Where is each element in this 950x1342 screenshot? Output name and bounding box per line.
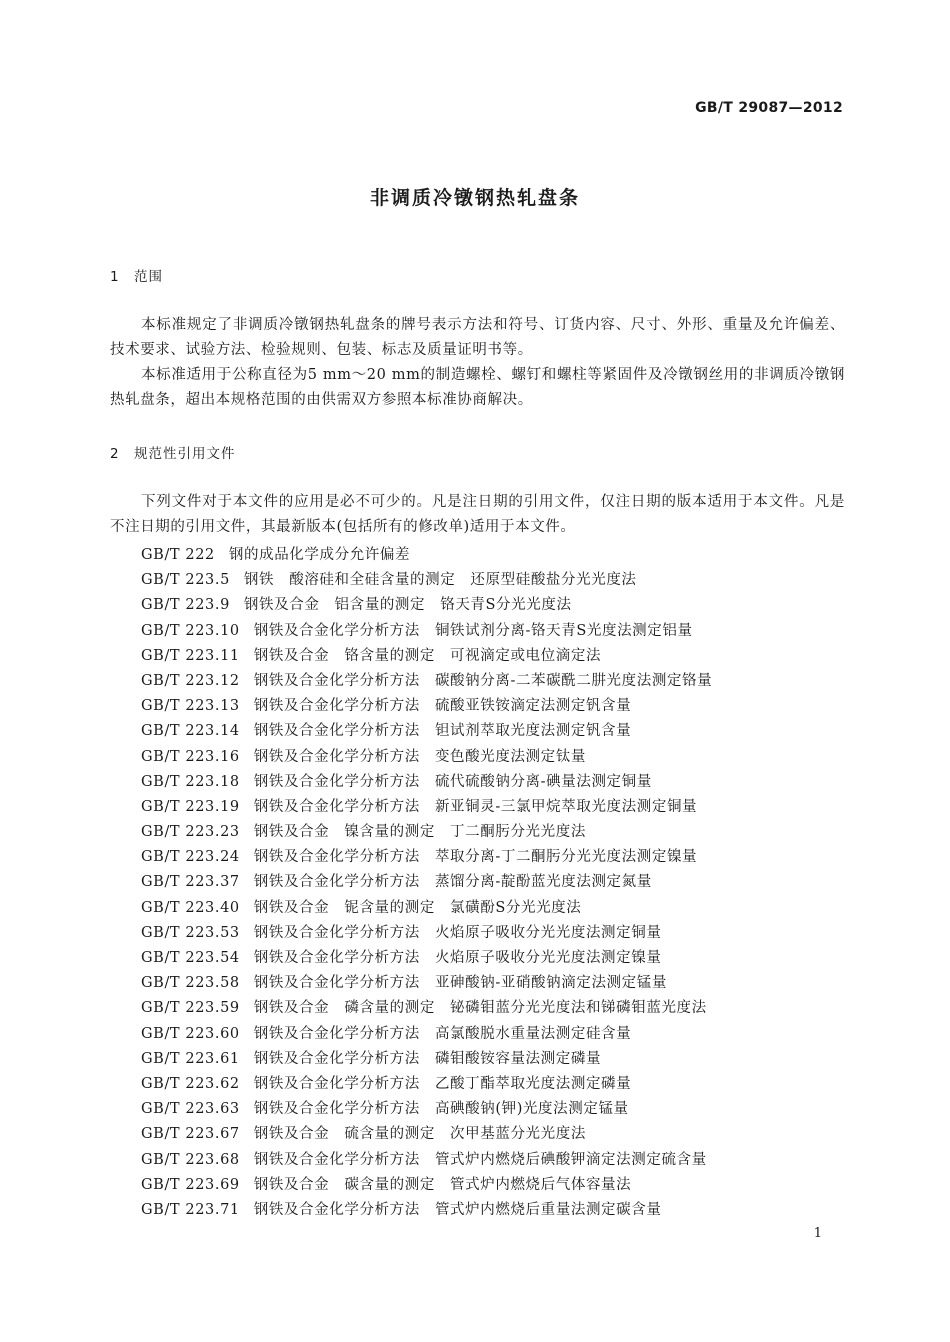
reference-item [141, 1173, 712, 1198]
reference-code: GB/T 223.19 [141, 798, 240, 815]
reference-item [141, 619, 712, 644]
scope-paragraph-1: 本标准规定了非调质冷镦钢热轧盘条的牌号表示方法和符号、订货内容、尺寸、外形、重量及允许偏差、技术要求、试验方法、检验规则、包装、标志及质量证明书等。 [110, 317, 845, 358]
reference-title: 钢铁及合金 磷含量的测定 铋磷钼蓝分光光度法和锑磷钼蓝光度法 [253, 1000, 707, 1017]
reference-code: GB/T 223.71 [141, 1201, 240, 1218]
reference-item [141, 946, 712, 971]
reference-code: GB/T 223.16 [141, 748, 240, 765]
reference-title: 钢铁及合金化学分析方法 亚砷酸钠-亚硝酸钠滴定法测定锰量 [253, 975, 667, 992]
reference-title: 钢铁及合金 硫含量的测定 次甲基蓝分光光度法 [253, 1126, 586, 1143]
reference-item [141, 770, 712, 795]
reference-item [141, 1072, 712, 1097]
reference-title: 钢铁及合金化学分析方法 管式炉内燃烧后碘酸钾滴定法测定硫含量 [253, 1151, 707, 1168]
reference-item [141, 719, 712, 744]
scope-paragraph-2: 本标准适用于公称直径为5 mm～20 mm的制造螺栓、螺钉和螺柱等紧固件及冷镦钢丝用的非调质冷镦钢热轧盘条，超出本规格范围的由供需双方参照本标准协商解决。 [110, 367, 845, 408]
reference-code: GB/T 223.13 [141, 698, 240, 715]
reference-title: 钢铁及合金化学分析方法 高氯酸脱水重量法测定硅含量 [253, 1025, 632, 1042]
reference-title: 钢铁及合金化学分析方法 新亚铜灵-三氯甲烷萃取光度法测定铜量 [253, 798, 698, 815]
reference-item [141, 1122, 712, 1147]
reference-title: 钢铁及合金 碳含量的测定 管式炉内燃烧后气体容量法 [253, 1176, 632, 1193]
reference-title: 钢铁及合金 铌含量的测定 氯磺酚S分光光度法 [253, 899, 582, 916]
standard-code: GB/T 29087—2012 [695, 100, 843, 116]
section-title: 规范性引用文件 [134, 446, 236, 462]
reference-item [141, 644, 712, 669]
reference-title: 钢铁及合金化学分析方法 硫酸亚铁铵滴定法测定钒含量 [253, 698, 632, 715]
reference-title: 钢铁及合金化学分析方法 管式炉内燃烧后重量法测定碳含量 [253, 1201, 662, 1218]
section-title: 范围 [134, 269, 163, 285]
reference-title: 钢铁及合金化学分析方法 萃取分离-丁二酮肟分光光度法测定镍量 [253, 849, 698, 866]
reference-title: 钢铁及合金化学分析方法 火焰原子吸收分光光度法测定铜量 [253, 924, 662, 941]
reference-item [141, 971, 712, 996]
reference-code: GB/T 223.14 [141, 723, 240, 740]
reference-item [141, 1097, 712, 1122]
reference-item [141, 845, 712, 870]
reference-item [141, 795, 712, 820]
references-intro-paragraph: 下列文件对于本文件的应用是必不可少的。凡是注日期的引用文件，仅注日期的版本适用于本文件。凡是不注日期的引用文件，其最新版本(包括所有的修改单)适用于本文件。 [110, 494, 845, 535]
reference-code: GB/T 223.18 [141, 773, 240, 790]
reference-item [141, 1148, 712, 1173]
reference-code: GB/T 223.58 [141, 975, 240, 992]
reference-code: GB/T 223.37 [141, 874, 240, 891]
reference-title: 钢铁及合金化学分析方法 高碘酸钠(钾)光度法测定锰量 [253, 1101, 629, 1118]
reference-code: GB/T 222 [141, 547, 215, 563]
section-heading-scope [110, 265, 163, 285]
reference-item [141, 1022, 712, 1047]
section-heading-normative-references [110, 442, 236, 462]
reference-item [141, 870, 712, 895]
reference-code: GB/T 223.63 [141, 1101, 240, 1118]
reference-title: 钢的成品化学成分允许偏差 [228, 547, 411, 563]
reference-item [141, 593, 712, 618]
reference-title: 钢铁及合金化学分析方法 硫代硫酸钠分离-碘量法测定铜量 [253, 773, 652, 790]
reference-code: GB/T 223.23 [141, 824, 240, 841]
reference-item [141, 694, 712, 719]
reference-title: 钢铁及合金化学分析方法 碳酸钠分离-二苯碳酰二肼光度法测定铬量 [253, 672, 713, 689]
reference-code: GB/T 223.67 [141, 1126, 240, 1143]
reference-title: 钢铁及合金 铬含量的测定 可视滴定或电位滴定法 [253, 647, 602, 664]
reference-item [141, 996, 712, 1021]
reference-item [141, 820, 712, 845]
reference-code: GB/T 223.69 [141, 1176, 240, 1193]
reference-code: GB/T 223.53 [141, 924, 240, 941]
reference-title: 钢铁及合金 镍含量的测定 丁二酮肟分光光度法 [253, 824, 586, 841]
reference-item [141, 669, 712, 694]
reference-code: GB/T 223.5 [141, 572, 230, 589]
reference-code: GB/T 223.12 [141, 672, 240, 689]
reference-code: GB/T 223.54 [141, 950, 240, 966]
reference-code: GB/T 223.60 [141, 1025, 240, 1042]
reference-code: GB/T 223.62 [141, 1075, 240, 1092]
section-number: 2 [110, 446, 120, 462]
reference-item [141, 921, 712, 946]
reference-code: GB/T 223.24 [141, 849, 240, 866]
reference-title: 钢铁及合金化学分析方法 火焰原子吸收分光光度法测定镍量 [253, 950, 662, 966]
reference-title: 钢铁及合金化学分析方法 变色酸光度法测定钛量 [253, 748, 586, 765]
reference-title: 钢铁及合金化学分析方法 蒸馏分离-靛酚蓝光度法测定氮量 [253, 874, 652, 891]
reference-list [141, 543, 712, 1223]
document-title: 非调质冷镦钢热轧盘条 [369, 187, 580, 209]
reference-item [141, 1198, 712, 1223]
reference-title: 钢铁 酸溶硅和全硅含量的测定 还原型硅酸盐分光光度法 [243, 572, 637, 589]
reference-title: 钢铁及合金 铝含量的测定 铬天青S分光光度法 [243, 597, 572, 614]
reference-code: GB/T 223.68 [141, 1151, 240, 1168]
reference-code: GB/T 223.10 [141, 622, 240, 639]
reference-item [141, 1047, 712, 1072]
reference-title: 钢铁及合金化学分析方法 磷钼酸铵容量法测定磷量 [253, 1050, 602, 1067]
page-number: 1 [813, 1226, 822, 1241]
reference-code: GB/T 223.59 [141, 1000, 240, 1017]
reference-title: 钢铁及合金化学分析方法 铜铁试剂分离-铬天青S光度法测定铝量 [253, 622, 693, 639]
reference-title: 钢铁及合金化学分析方法 乙酸丁酯萃取光度法测定磷量 [253, 1075, 632, 1092]
reference-code: GB/T 223.11 [141, 647, 240, 664]
reference-code: GB/T 223.40 [141, 899, 240, 916]
reference-title: 钢铁及合金化学分析方法 钽试剂萃取光度法测定钒含量 [253, 723, 632, 740]
reference-item [141, 745, 712, 770]
section-number: 1 [110, 269, 120, 285]
reference-item [141, 896, 712, 921]
reference-item [141, 543, 712, 568]
reference-item [141, 568, 712, 593]
reference-code: GB/T 223.61 [141, 1050, 240, 1067]
reference-code: GB/T 223.9 [141, 597, 230, 614]
